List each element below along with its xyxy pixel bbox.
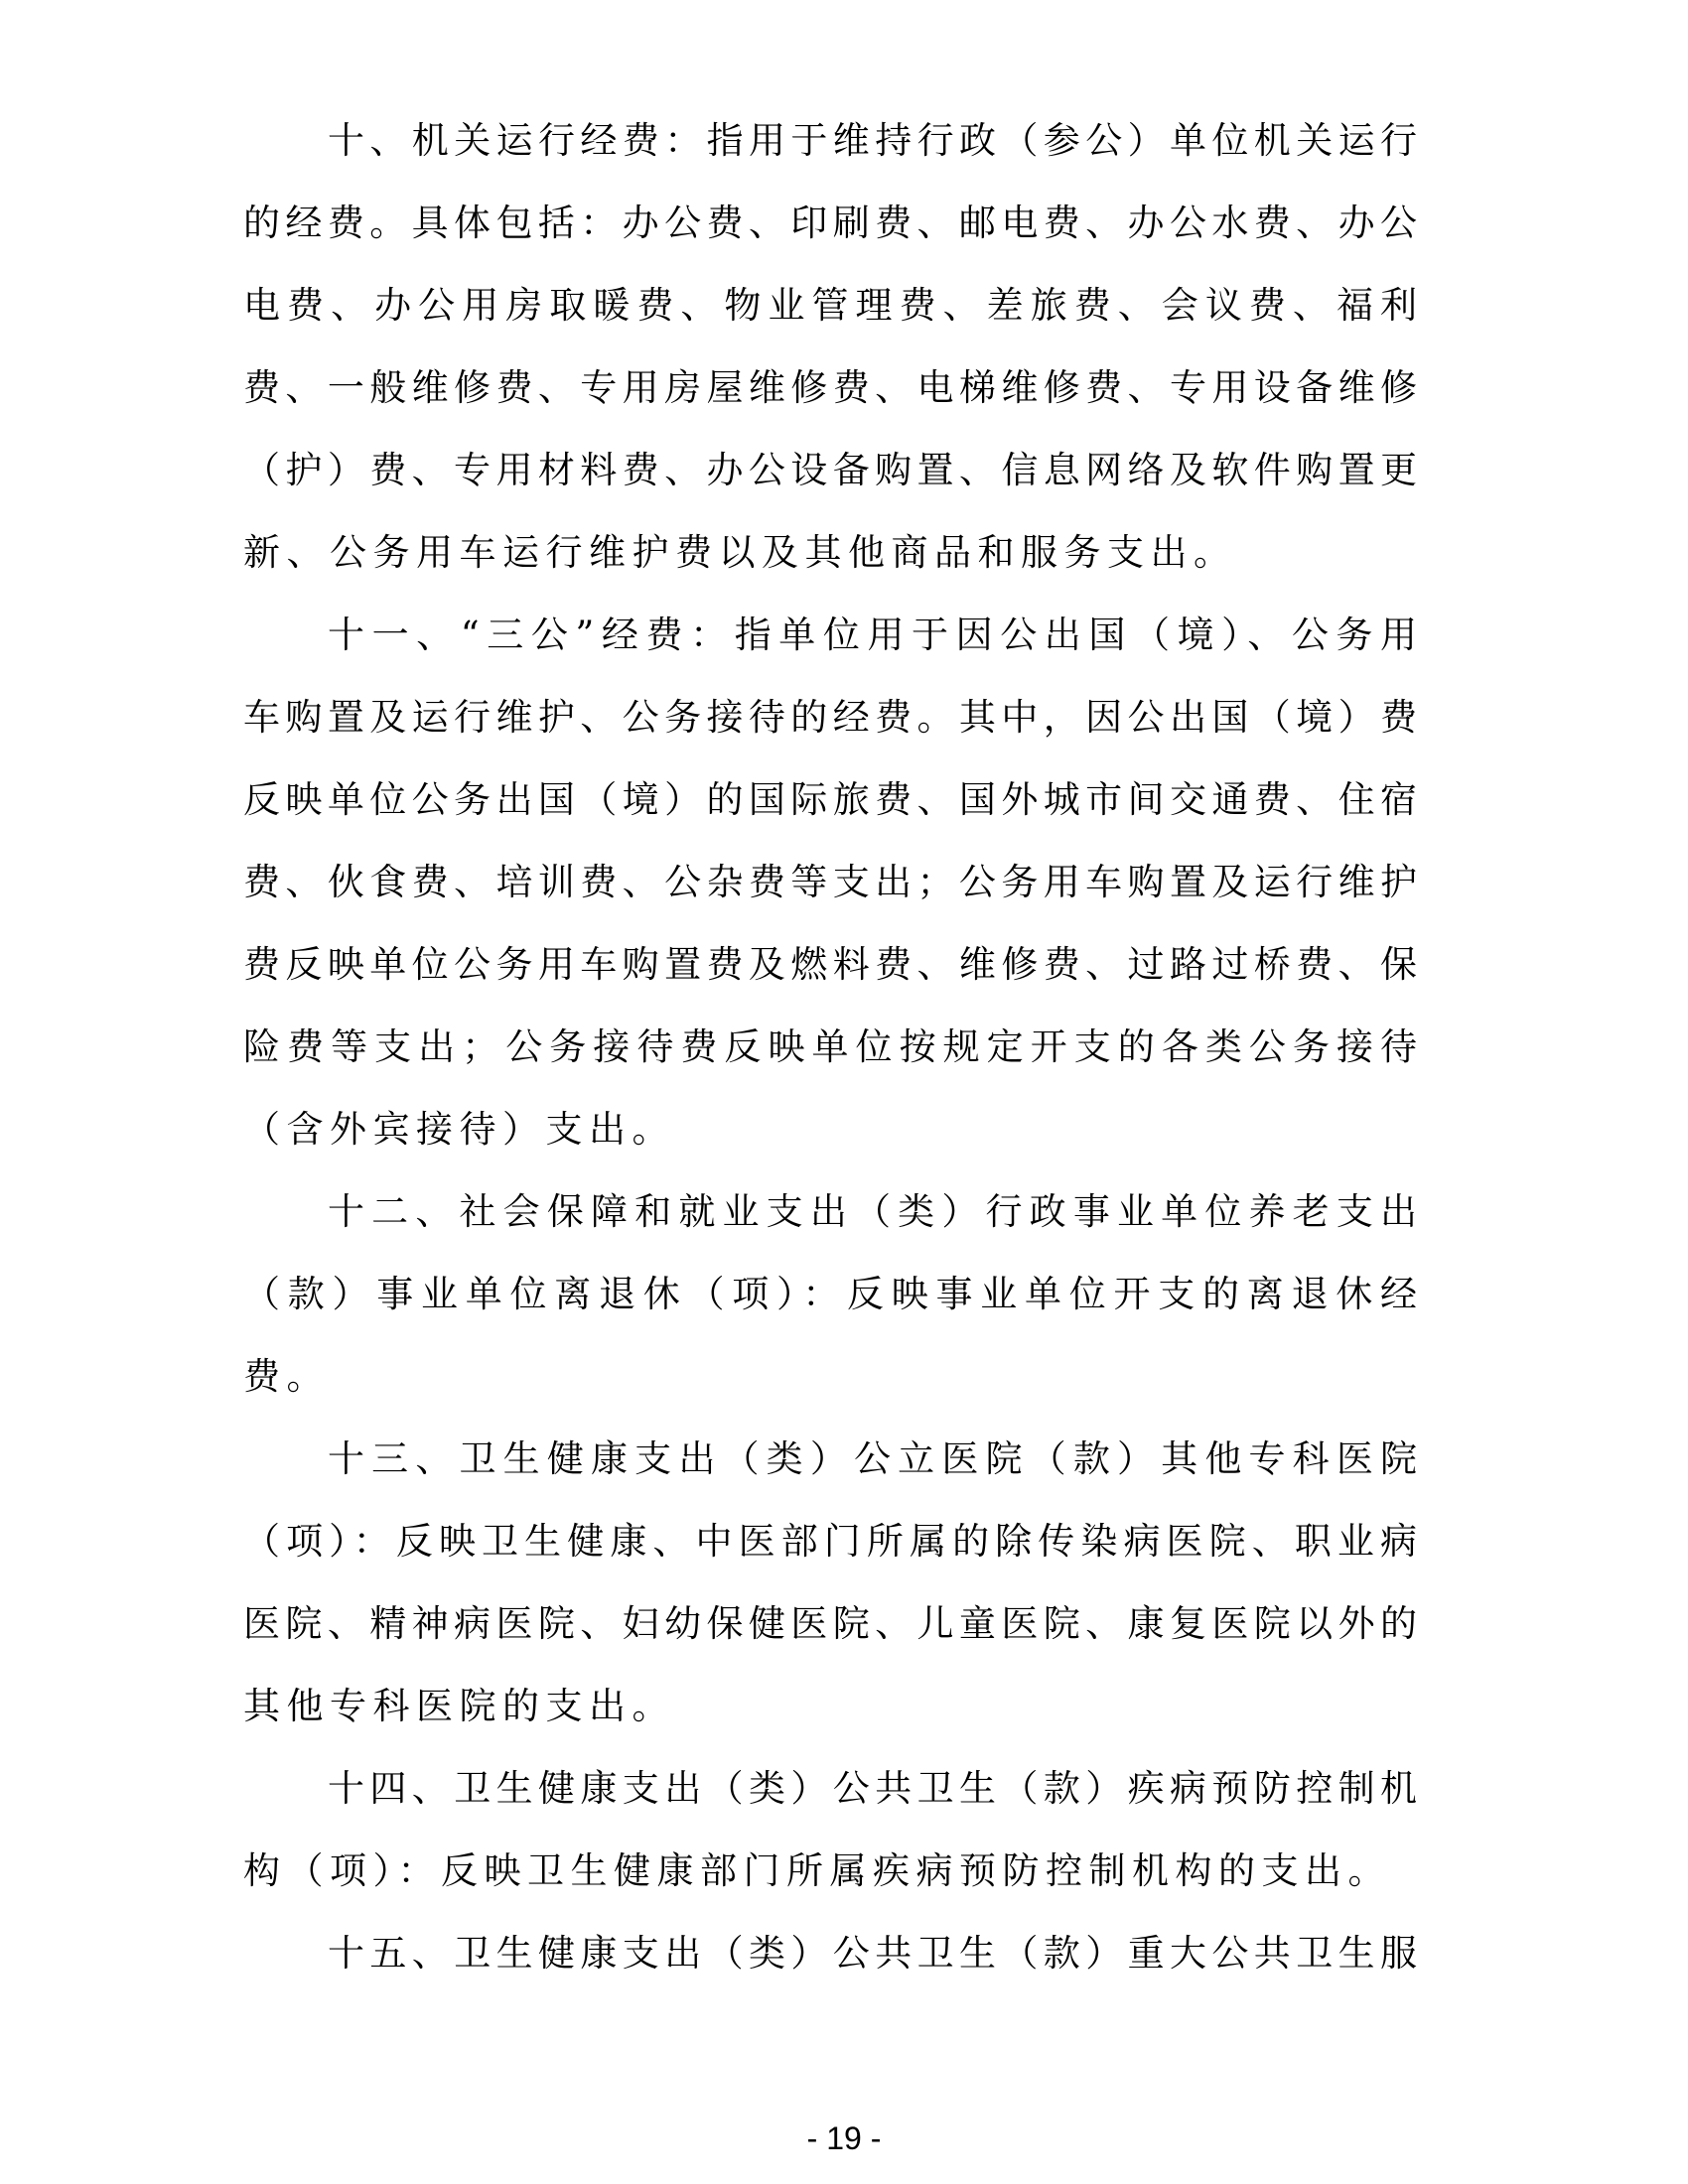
text-line: 其他专科医院的支出。: [243, 1685, 675, 1727]
paragraph-15-major-public-health: [243, 1912, 1417, 1994]
page-number: - 19 -: [806, 2120, 882, 2156]
paragraph-10-operating-expenses: [243, 99, 1417, 594]
document-body: [243, 99, 1417, 1994]
text-line: 的经费。具体包括：办公费、印刷费、邮电费、办公水费、办公: [243, 202, 1417, 244]
text-line: （护）费、专用材料费、办公设备购置、信息网络及软件购置更: [243, 449, 1417, 491]
text-line: 新、公务用车运行维护费以及其他商品和服务支出。: [243, 531, 1237, 574]
text-line: 电费、办公用房取暖费、物业管理费、差旅费、会议费、福利: [243, 284, 1417, 327]
text-line: 费、一般维修费、专用房屋维修费、电梯维修费、专用设备维修: [243, 366, 1417, 409]
text-line: 反映单位公务出国（境）的国际旅费、国外城市间交通费、住宿: [243, 778, 1417, 821]
paragraph-11-three-public-expenses: [243, 594, 1417, 1170]
text-line: （项）：反映卫生健康、中医部门所属的除传染病医院、职业病: [243, 1520, 1417, 1563]
paragraph-14-disease-control: [243, 1747, 1417, 1912]
text-line: 十一、“三公”经费：指单位用于因公出国（境）、公务用: [328, 614, 1417, 656]
text-line: 险费等支出；公务接待费反映单位按规定开支的各类公务接待: [243, 1025, 1417, 1068]
text-line: 费反映单位公务用车购置费及燃料费、维修费、过路过桥费、保: [243, 943, 1417, 986]
paragraph-13-specialty-hospitals: [243, 1418, 1417, 1747]
text-line: 十二、社会保障和就业支出（类）行政事业单位养老支出: [328, 1190, 1417, 1233]
text-line: 十五、卫生健康支出（类）公共卫生（款）重大公共卫生服: [328, 1932, 1417, 1975]
text-line: 费。: [243, 1355, 330, 1398]
text-line: 车购置及运行维护、公务接待的经费。其中，因公出国（境）费: [243, 696, 1417, 739]
text-line: 十四、卫生健康支出（类）公共卫生（款）疾病预防控制机: [328, 1767, 1417, 1810]
text-line: 十三、卫生健康支出（类）公立医院（款）其他专科医院: [328, 1437, 1417, 1480]
text-line: （款）事业单位离退休（项）：反映事业单位开支的离退休经: [243, 1273, 1417, 1315]
text-line: （含外宾接待）支出。: [243, 1108, 675, 1151]
paragraph-12-social-security: [243, 1170, 1417, 1418]
text-line: 医院、精神病医院、妇幼保健医院、儿童医院、康复医院以外的: [243, 1602, 1417, 1645]
text-line: 十、机关运行经费：指用于维持行政（参公）单位机关运行: [328, 119, 1417, 162]
text-line: 构（项）：反映卫生健康部门所属疾病预防控制机构的支出。: [243, 1849, 1391, 1892]
text-line: 费、伙食费、培训费、公杂费等支出；公务用车购置及运行维护: [243, 861, 1417, 903]
